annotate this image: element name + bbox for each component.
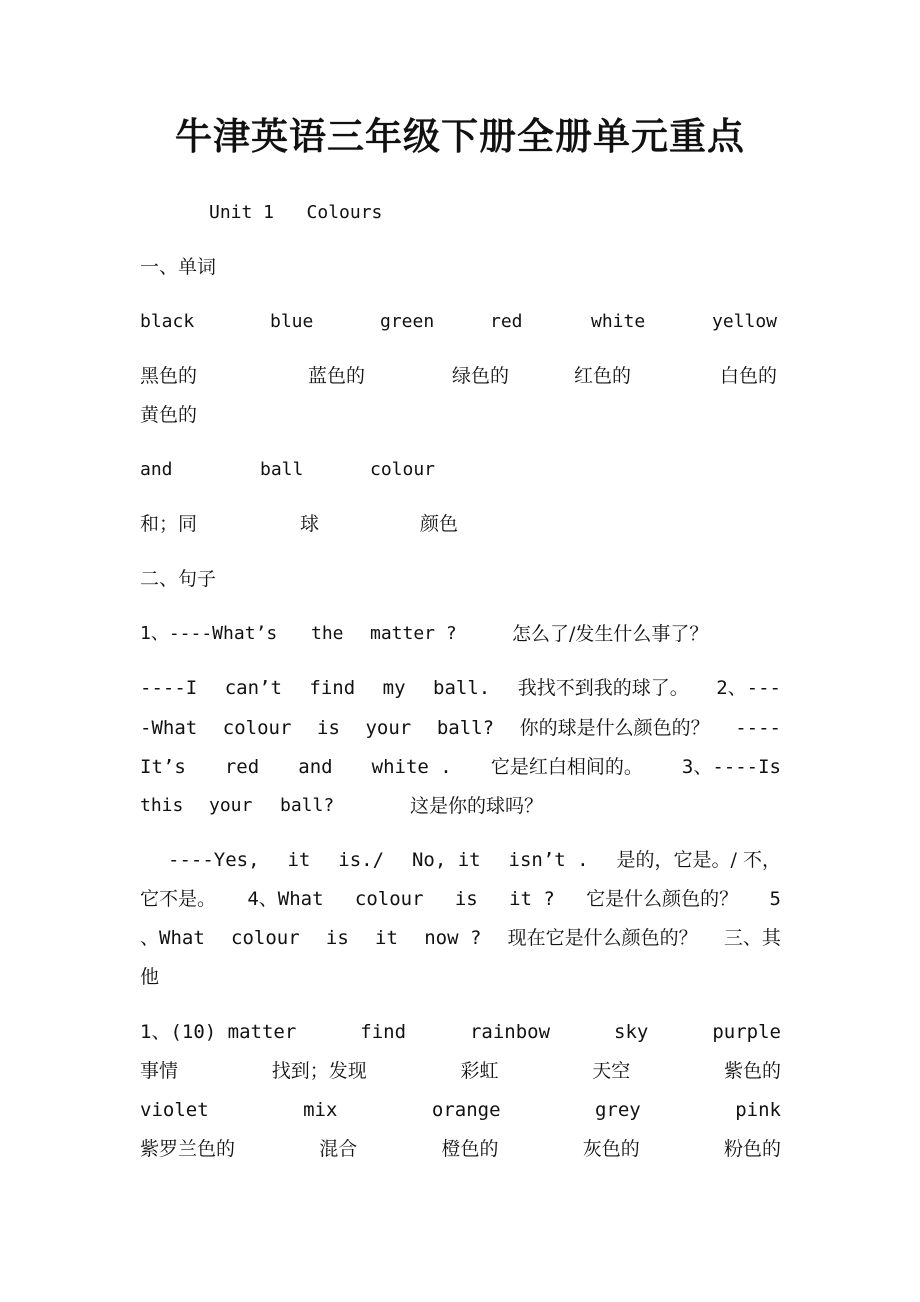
word-red: red	[490, 311, 523, 332]
word-colour: colour	[370, 459, 436, 480]
vocab-word: rainbow	[469, 1021, 551, 1043]
meaning-colour: 颜色	[420, 513, 459, 535]
sentence-token: -What	[140, 717, 198, 739]
sentence-token: ----Yes,	[168, 849, 260, 871]
sentence-token: ball?	[280, 795, 335, 816]
sentence-token: and	[298, 756, 333, 778]
sentence-token: this	[140, 795, 184, 816]
sentence-token: ----I	[140, 677, 198, 699]
word-and: and	[140, 459, 173, 480]
sentence-token: is	[454, 888, 478, 910]
sentence-token: it ?	[509, 888, 555, 910]
sentence-token: colour	[222, 717, 292, 739]
sentence-token: 、What	[140, 927, 205, 949]
meaning-and: 和；同	[140, 513, 198, 535]
word-black: black	[140, 311, 195, 332]
vocab-meaning: 彩虹	[460, 1060, 499, 1082]
vocab-meaning: 紫色的	[723, 1060, 781, 1082]
meaning-green: 绿色的	[452, 365, 510, 387]
word-white: white	[591, 311, 646, 332]
sentence-token: the	[311, 623, 344, 644]
other-words-row	[140, 1098, 781, 1122]
other-words-row	[140, 1020, 781, 1044]
sentence-token: 三、其	[723, 927, 781, 949]
sentence-line	[140, 887, 781, 911]
sentence-token: is	[317, 717, 340, 739]
meaning-red: 红色的	[574, 365, 632, 387]
sentence-line	[140, 716, 781, 740]
vocab-meaning: 紫罗兰色的	[140, 1138, 236, 1160]
sentence-token: my	[382, 677, 406, 699]
vocab-meaning: 混合	[319, 1138, 358, 1160]
sentence-token: now ?	[424, 927, 482, 949]
sentence-token: colour	[231, 927, 300, 949]
sentence-token: 现在它是什么颜色的？	[507, 927, 698, 949]
sentence-token: isn’t .	[508, 849, 589, 871]
sentence-token: matter ?	[370, 623, 457, 644]
meaning-ball: 球	[300, 513, 320, 535]
other-meanings-row	[140, 1137, 781, 1161]
section-heading-words: 一、单词	[140, 256, 217, 278]
sentence-token: is./	[338, 849, 385, 871]
sentence-token: 4、What	[247, 888, 324, 910]
vocab-word: sky	[614, 1021, 649, 1043]
sentence-token: It’s	[140, 756, 186, 778]
sentence-token: ball.	[433, 677, 491, 699]
vocab-word: 1、(10) matter	[140, 1021, 297, 1043]
other-meanings-row	[140, 1059, 781, 1083]
vocab-meaning: 事情	[140, 1060, 179, 1082]
vocab-word: pink	[735, 1099, 781, 1121]
sentence-token: red	[224, 756, 260, 778]
sentence-token: 1、----What’s	[140, 623, 278, 644]
sentence-token: 我找不到我的球了。	[517, 677, 689, 699]
sentence-token: 2、---	[716, 677, 781, 699]
sentence-token: 它是红白相间的。	[490, 756, 643, 778]
sentence-token: 3、----Is	[681, 756, 781, 778]
vocab-word: orange	[431, 1099, 501, 1121]
sentence-token: 他	[140, 966, 160, 988]
section-heading-sentences: 二、句子	[140, 568, 217, 590]
sentence-token: your	[209, 795, 253, 816]
meaning-black: 黑色的	[140, 365, 198, 387]
sentence-line	[168, 848, 781, 872]
meaning-yellow: 黄色的	[140, 404, 198, 426]
sentence-line	[140, 926, 781, 950]
sentence-token: colour	[354, 888, 424, 910]
sentence-line	[140, 755, 781, 779]
sentence-token: No, it	[411, 849, 481, 871]
sentence-token: it	[375, 927, 398, 949]
sentence-token: 5	[769, 888, 781, 910]
meaning-blue: 蓝色的	[308, 365, 366, 387]
vocab-word: violet	[140, 1099, 209, 1121]
sentence-token: 怎么了/发生什么事了？	[512, 623, 709, 645]
word-ball: ball	[260, 459, 304, 480]
vocab-word: mix	[303, 1099, 338, 1121]
sentence-token: white .	[371, 756, 452, 778]
sentence-token: ----	[735, 717, 781, 739]
word-green: green	[380, 311, 435, 332]
word-yellow: yellow	[712, 311, 778, 332]
unit-heading: Unit 1 Colours	[209, 202, 383, 223]
sentence-token: is	[325, 927, 349, 949]
sentence-token: 它是什么颜色的？	[586, 888, 739, 910]
vocab-meaning: 天空	[592, 1060, 631, 1082]
vocab-meaning: 橙色的	[441, 1138, 499, 1160]
sentence-token: 这是你的球吗？	[410, 795, 544, 817]
sentence-token: 你的球是什么颜色的？	[519, 717, 710, 739]
vocab-meaning: 灰色的	[582, 1138, 640, 1160]
sentence-token: your	[365, 717, 412, 739]
page-title: 牛津英语三年级下册全册单元重点	[175, 114, 745, 158]
vocab-meaning: 找到；发现	[271, 1060, 367, 1082]
vocab-meaning: 粉色的	[723, 1138, 781, 1160]
vocab-word: grey	[594, 1099, 641, 1121]
meaning-white: 白色的	[720, 365, 778, 387]
vocab-word: purple	[712, 1021, 781, 1043]
sentence-token: it	[287, 849, 311, 871]
sentence-line	[140, 676, 781, 700]
sentence-token: ball?	[436, 717, 495, 739]
sentence-token: 是的，它是。/ 不，	[616, 849, 781, 871]
word-blue: blue	[270, 311, 314, 332]
vocab-word: find	[360, 1021, 407, 1043]
sentence-token: can’t	[224, 677, 282, 699]
sentence-token: find	[309, 677, 356, 699]
sentence-token: 它不是。	[140, 888, 217, 910]
